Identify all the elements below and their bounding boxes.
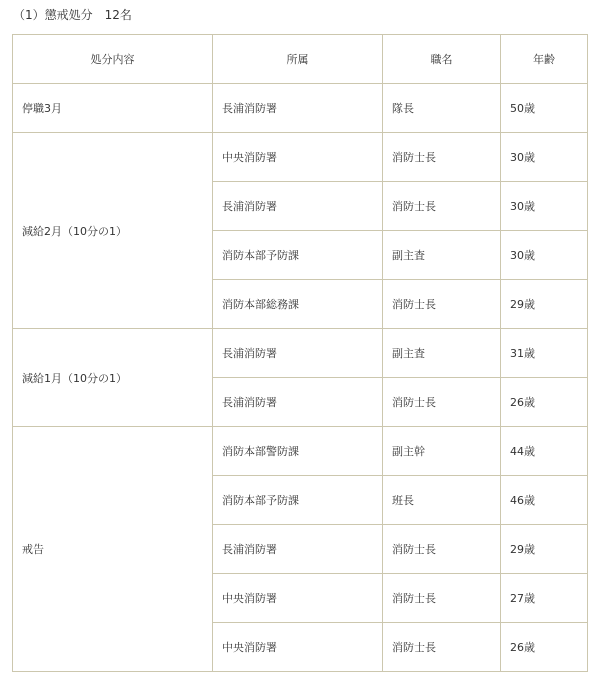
job-title-cell: 副主査 (383, 231, 501, 280)
header-action: 処分内容 (13, 35, 213, 84)
department-cell: 消防本部予防課 (213, 231, 383, 280)
age-cell: 30歳 (501, 182, 588, 231)
age-cell: 46歳 (501, 476, 588, 525)
action-cell: 減給2月（10分の1） (13, 133, 213, 329)
department-cell: 消防本部予防課 (213, 476, 383, 525)
department-cell: 消防本部総務課 (213, 280, 383, 329)
disciplinary-table (12, 34, 588, 672)
age-cell: 50歳 (501, 84, 588, 133)
job-title-cell: 副主査 (383, 329, 501, 378)
job-title-cell: 消防士長 (383, 623, 501, 672)
job-title-cell: 消防士長 (383, 133, 501, 182)
department-cell: 長浦消防署 (213, 378, 383, 427)
job-title-cell: 消防士長 (383, 525, 501, 574)
age-cell: 44歳 (501, 427, 588, 476)
table-row (13, 329, 588, 378)
header-age: 年齢 (501, 35, 588, 84)
job-title-cell: 副主幹 (383, 427, 501, 476)
age-cell: 30歳 (501, 133, 588, 182)
age-cell: 30歳 (501, 231, 588, 280)
job-title-cell: 消防士長 (383, 574, 501, 623)
header-job-title: 職名 (383, 35, 501, 84)
job-title-cell: 班長 (383, 476, 501, 525)
table-row (13, 84, 588, 133)
department-cell: 長浦消防署 (213, 525, 383, 574)
age-cell: 26歳 (501, 378, 588, 427)
department-cell: 中央消防署 (213, 574, 383, 623)
job-title-cell: 消防士長 (383, 280, 501, 329)
age-cell: 26歳 (501, 623, 588, 672)
department-cell: 中央消防署 (213, 623, 383, 672)
department-cell: 中央消防署 (213, 133, 383, 182)
table-header-row (13, 35, 588, 84)
action-cell: 減給1月（10分の1） (13, 329, 213, 427)
action-cell: 停職3月 (13, 84, 213, 133)
department-cell: 長浦消防署 (213, 84, 383, 133)
table-row (13, 133, 588, 182)
job-title-cell: 消防士長 (383, 182, 501, 231)
action-cell: 戒告 (13, 427, 213, 672)
age-cell: 29歳 (501, 280, 588, 329)
header-department: 所属 (213, 35, 383, 84)
job-title-cell: 消防士長 (383, 378, 501, 427)
department-cell: 長浦消防署 (213, 182, 383, 231)
table-row (13, 427, 588, 476)
section-heading: （1）懲戒処分 12名 (13, 8, 132, 22)
job-title-cell: 隊長 (383, 84, 501, 133)
age-cell: 29歳 (501, 525, 588, 574)
age-cell: 27歳 (501, 574, 588, 623)
age-cell: 31歳 (501, 329, 588, 378)
department-cell: 長浦消防署 (213, 329, 383, 378)
department-cell: 消防本部警防課 (213, 427, 383, 476)
